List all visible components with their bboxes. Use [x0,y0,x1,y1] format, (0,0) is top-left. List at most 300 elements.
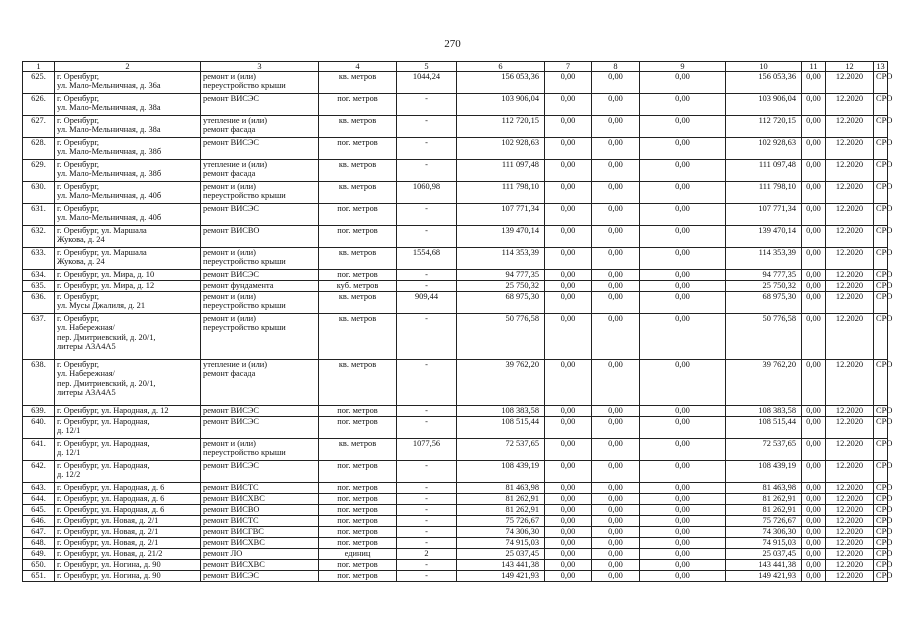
column-number: 7 [545,62,592,72]
funding-source-cell: СРО [874,505,888,516]
row-number: 634. [23,270,55,281]
funding-source-cell: СРО [874,360,888,406]
total-cost-cell: 50 776,58 [726,314,802,360]
amount-cell: 0,00 [545,226,592,248]
row-number: 643. [23,483,55,494]
unit-cell: пог. метров [319,270,397,281]
column-number: 1 [23,62,55,72]
address-cell: г. Оренбург, ул. Мало-Мельничная, д. 38б [55,160,201,182]
amount-cell: 0,00 [640,281,726,292]
amount-cell: 0,00 [802,483,826,494]
unit-cell: куб. метров [319,281,397,292]
amount-cell: 0,00 [640,160,726,182]
column-number: 3 [201,62,319,72]
period-cell: 12.2020 [826,116,874,138]
amount-cell: 0,00 [545,281,592,292]
table-row [23,248,888,270]
volume-cell: - [397,527,457,538]
amount-cell: 0,00 [592,226,640,248]
period-cell: 12.2020 [826,439,874,461]
funding-source-cell: СРО [874,417,888,439]
volume-cell: - [397,560,457,571]
amount-cell: 0,00 [802,138,826,160]
row-number: 648. [23,538,55,549]
volume-cell: - [397,116,457,138]
funding-source-cell: СРО [874,72,888,94]
column-number: 9 [640,62,726,72]
address-cell: г. Оренбург, ул. Мало-Мельничная, д. 36а [55,72,201,94]
amount-cell: 0,00 [640,461,726,483]
address-cell: г. Оренбург, ул. Новая, д. 2/1 [55,538,201,549]
address-cell: г. Оренбург, ул. Мира, д. 12 [55,281,201,292]
amount-cell: 0,00 [802,549,826,560]
amount-cell: 0,00 [802,226,826,248]
work-type-cell: ремонт ВИСВО [201,226,319,248]
amount-cell: 0,00 [640,439,726,461]
period-cell: 12.2020 [826,248,874,270]
unit-cell: пог. метров [319,94,397,116]
table-row [23,204,888,226]
amount-cell: 0,00 [545,204,592,226]
period-cell: 12.2020 [826,417,874,439]
row-number: 632. [23,226,55,248]
amount-cell: 0,00 [802,281,826,292]
work-type-cell: ремонт ВИСХВС [201,538,319,549]
volume-cell: - [397,226,457,248]
unit-cell: кв. метров [319,72,397,94]
amount-cell: 0,00 [592,116,640,138]
period-cell: 12.2020 [826,571,874,582]
amount-cell: 0,00 [802,417,826,439]
row-number: 630. [23,182,55,204]
cost-cell: 74 915,03 [457,538,545,549]
total-cost-cell: 108 439,19 [726,461,802,483]
volume-cell: - [397,314,457,360]
amount-cell: 0,00 [592,571,640,582]
funding-source-cell: СРО [874,160,888,182]
amount-cell: 0,00 [640,483,726,494]
cost-cell: 108 383,58 [457,406,545,417]
unit-cell: пог. метров [319,204,397,226]
work-type-cell: ремонт и (или) переустройство крыши [201,248,319,270]
unit-cell: пог. метров [319,417,397,439]
period-cell: 12.2020 [826,270,874,281]
address-cell: г. Оренбург, ул. Маршала Жукова, д. 24 [55,248,201,270]
total-cost-cell: 81 463,98 [726,483,802,494]
row-number: 638. [23,360,55,406]
row-number: 642. [23,461,55,483]
work-type-cell: ремонт ВИСЭС [201,571,319,582]
volume-cell: - [397,94,457,116]
work-type-cell: ремонт ЛО [201,549,319,560]
period-cell: 12.2020 [826,94,874,116]
total-cost-cell: 72 537,65 [726,439,802,461]
address-cell: г. Оренбург, ул. Мало-Мельничная, д. 38б [55,138,201,160]
amount-cell: 0,00 [545,138,592,160]
amount-cell: 0,00 [592,72,640,94]
table-row [23,314,888,360]
funding-source-cell: СРО [874,138,888,160]
column-number-row [23,62,888,72]
address-cell: г. Оренбург, ул. Маршала Жукова, д. 24 [55,226,201,248]
total-cost-cell: 94 777,35 [726,270,802,281]
amount-cell: 0,00 [640,72,726,94]
address-cell: г. Оренбург, ул. Мусы Джалиля, д. 21 [55,292,201,314]
amount-cell: 0,00 [545,270,592,281]
period-cell: 12.2020 [826,292,874,314]
cost-cell: 81 463,98 [457,483,545,494]
unit-cell: кв. метров [319,160,397,182]
amount-cell: 0,00 [592,538,640,549]
funding-source-cell: СРО [874,439,888,461]
unit-cell: единиц [319,549,397,560]
funding-source-cell: СРО [874,116,888,138]
table-row [23,494,888,505]
work-type-cell: ремонт ВИСЭС [201,138,319,160]
table-row [23,483,888,494]
unit-cell: пог. метров [319,527,397,538]
row-number: 636. [23,292,55,314]
total-cost-cell: 74 915,03 [726,538,802,549]
amount-cell: 0,00 [640,182,726,204]
funding-source-cell: СРО [874,571,888,582]
unit-cell: кв. метров [319,248,397,270]
period-cell: 12.2020 [826,560,874,571]
unit-cell: пог. метров [319,560,397,571]
column-number: 4 [319,62,397,72]
volume-cell: - [397,160,457,182]
amount-cell: 0,00 [545,527,592,538]
period-cell: 12.2020 [826,360,874,406]
cost-cell: 139 470,14 [457,226,545,248]
funding-source-cell: СРО [874,549,888,560]
funding-source-cell: СРО [874,406,888,417]
amount-cell: 0,00 [592,516,640,527]
amount-cell: 0,00 [592,292,640,314]
address-cell: г. Оренбург, ул. Набережная/ пер. Дмитриевский, д. 20/1, литеры А3А4А5 [55,314,201,360]
cost-cell: 114 353,39 [457,248,545,270]
volume-cell: - [397,494,457,505]
row-number: 631. [23,204,55,226]
column-number: 13 [874,62,888,72]
amount-cell: 0,00 [802,461,826,483]
funding-source-cell: СРО [874,527,888,538]
work-type-cell: ремонт ВИСГВС [201,527,319,538]
funding-source-cell: СРО [874,292,888,314]
work-type-cell: утепление и (или) ремонт фасада [201,360,319,406]
volume-cell: 1554,68 [397,248,457,270]
table-row [23,538,888,549]
amount-cell: 0,00 [592,270,640,281]
funding-source-cell: СРО [874,226,888,248]
cost-cell: 111 097,48 [457,160,545,182]
amount-cell: 0,00 [592,182,640,204]
amount-cell: 0,00 [592,527,640,538]
volume-cell: - [397,417,457,439]
unit-cell: пог. метров [319,138,397,160]
funding-source-cell: СРО [874,494,888,505]
row-number: 644. [23,494,55,505]
amount-cell: 0,00 [592,160,640,182]
period-cell: 12.2020 [826,281,874,292]
row-number: 633. [23,248,55,270]
amount-cell: 0,00 [545,182,592,204]
volume-cell: - [397,270,457,281]
volume-cell: 909,44 [397,292,457,314]
work-type-cell: ремонт ВИСЭС [201,417,319,439]
unit-cell: кв. метров [319,182,397,204]
row-number: 649. [23,549,55,560]
table-row [23,226,888,248]
amount-cell: 0,00 [545,538,592,549]
work-type-cell: ремонт и (или) переустройство крыши [201,314,319,360]
amount-cell: 0,00 [802,160,826,182]
table-row [23,516,888,527]
funding-source-cell: СРО [874,270,888,281]
amount-cell: 0,00 [802,439,826,461]
unit-cell: кв. метров [319,439,397,461]
table-row [23,116,888,138]
volume-cell: - [397,406,457,417]
total-cost-cell: 103 906,04 [726,94,802,116]
page-number: 270 [444,38,461,50]
table-row [23,94,888,116]
unit-cell: пог. метров [319,516,397,527]
table-row [23,138,888,160]
total-cost-cell: 156 053,36 [726,72,802,94]
volume-cell: 1077,56 [397,439,457,461]
total-cost-cell: 111 798,10 [726,182,802,204]
table-row [23,360,888,406]
funding-source-cell: СРО [874,204,888,226]
total-cost-cell: 149 421,93 [726,571,802,582]
amount-cell: 0,00 [640,270,726,281]
amount-cell: 0,00 [802,406,826,417]
cost-cell: 74 306,30 [457,527,545,538]
amount-cell: 0,00 [545,292,592,314]
cost-cell: 94 777,35 [457,270,545,281]
cost-cell: 111 798,10 [457,182,545,204]
table-row [23,281,888,292]
column-number: 12 [826,62,874,72]
amount-cell: 0,00 [592,360,640,406]
cost-cell: 108 439,19 [457,461,545,483]
amount-cell: 0,00 [802,182,826,204]
volume-cell: - [397,505,457,516]
row-number: 647. [23,527,55,538]
row-number: 646. [23,516,55,527]
work-type-cell: ремонт фундамента [201,281,319,292]
column-number: 2 [55,62,201,72]
address-cell: г. Оренбург, ул. Набережная/ пер. Дмитриевский, д. 20/1, литеры А3А4А5 [55,360,201,406]
amount-cell: 0,00 [545,314,592,360]
volume-cell: 1060,98 [397,182,457,204]
amount-cell: 0,00 [640,549,726,560]
cost-cell: 81 262,91 [457,494,545,505]
total-cost-cell: 139 470,14 [726,226,802,248]
amount-cell: 0,00 [802,116,826,138]
amount-cell: 0,00 [802,560,826,571]
period-cell: 12.2020 [826,505,874,516]
amount-cell: 0,00 [545,116,592,138]
table-row [23,571,888,582]
amount-cell: 0,00 [802,538,826,549]
work-type-cell: ремонт ВИСЭС [201,94,319,116]
unit-cell: пог. метров [319,571,397,582]
amount-cell: 0,00 [592,483,640,494]
amount-cell: 0,00 [802,505,826,516]
table-row [23,417,888,439]
period-cell: 12.2020 [826,182,874,204]
amount-cell: 0,00 [545,560,592,571]
amount-cell: 0,00 [592,248,640,270]
total-cost-cell: 143 441,38 [726,560,802,571]
cost-cell: 81 262,91 [457,505,545,516]
amount-cell: 0,00 [640,527,726,538]
total-cost-cell: 25 750,32 [726,281,802,292]
volume-cell: 1044,24 [397,72,457,94]
cost-cell: 68 975,30 [457,292,545,314]
amount-cell: 0,00 [802,248,826,270]
total-cost-cell: 68 975,30 [726,292,802,314]
table-row [23,439,888,461]
total-cost-cell: 75 726,67 [726,516,802,527]
address-cell: г. Оренбург, ул. Народная, д. 12/1 [55,439,201,461]
row-number: 635. [23,281,55,292]
volume-cell: - [397,483,457,494]
cost-cell: 25 037,45 [457,549,545,560]
total-cost-cell: 108 383,58 [726,406,802,417]
address-cell: г. Оренбург, ул. Народная, д. 12 [55,406,201,417]
address-cell: г. Оренбург, ул. Мира, д. 10 [55,270,201,281]
amount-cell: 0,00 [802,94,826,116]
period-cell: 12.2020 [826,494,874,505]
work-type-cell: ремонт и (или) переустройство крыши [201,182,319,204]
table-row [23,527,888,538]
total-cost-cell: 25 037,45 [726,549,802,560]
total-cost-cell: 111 097,48 [726,160,802,182]
amount-cell: 0,00 [545,483,592,494]
funding-source-cell: СРО [874,461,888,483]
address-cell: г. Оренбург, ул. Народная, д. 6 [55,494,201,505]
amount-cell: 0,00 [592,494,640,505]
total-cost-cell: 81 262,91 [726,494,802,505]
amount-cell: 0,00 [545,360,592,406]
amount-cell: 0,00 [802,527,826,538]
column-number: 6 [457,62,545,72]
work-type-cell: утепление и (или) ремонт фасада [201,116,319,138]
funding-source-cell: СРО [874,281,888,292]
work-type-cell: утепление и (или) ремонт фасада [201,160,319,182]
unit-cell: кв. метров [319,116,397,138]
amount-cell: 0,00 [640,494,726,505]
work-type-cell: ремонт и (или) переустройство крыши [201,292,319,314]
work-type-cell: ремонт ВИСЭС [201,270,319,281]
funding-source-cell: СРО [874,94,888,116]
amount-cell: 0,00 [640,292,726,314]
period-cell: 12.2020 [826,226,874,248]
work-type-cell: ремонт ВИСЭС [201,204,319,226]
amount-cell: 0,00 [640,538,726,549]
volume-cell: - [397,571,457,582]
amount-cell: 0,00 [802,204,826,226]
period-cell: 12.2020 [826,549,874,560]
amount-cell: 0,00 [802,314,826,360]
amount-cell: 0,00 [545,516,592,527]
amount-cell: 0,00 [802,72,826,94]
table-row [23,461,888,483]
period-cell: 12.2020 [826,160,874,182]
volume-cell: - [397,538,457,549]
cost-cell: 112 720,15 [457,116,545,138]
cost-cell: 107 771,34 [457,204,545,226]
work-type-cell: ремонт ВИСХВС [201,560,319,571]
register-table [22,61,893,582]
amount-cell: 0,00 [545,248,592,270]
amount-cell: 0,00 [592,314,640,360]
address-cell: г. Оренбург, ул. Народная, д. 6 [55,505,201,516]
period-cell: 12.2020 [826,204,874,226]
amount-cell: 0,00 [640,248,726,270]
amount-cell: 0,00 [592,439,640,461]
row-number: 641. [23,439,55,461]
row-number: 645. [23,505,55,516]
address-cell: г. Оренбург, ул. Народная, д. 12/1 [55,417,201,439]
volume-cell: - [397,516,457,527]
address-cell: г. Оренбург, ул. Народная, д. 12/2 [55,461,201,483]
amount-cell: 0,00 [802,360,826,406]
work-type-cell: ремонт ВИСХВС [201,494,319,505]
cost-cell: 149 421,93 [457,571,545,582]
table-row [23,182,888,204]
amount-cell: 0,00 [545,417,592,439]
amount-cell: 0,00 [802,494,826,505]
amount-cell: 0,00 [640,116,726,138]
unit-cell: пог. метров [319,406,397,417]
amount-cell: 0,00 [802,571,826,582]
amount-cell: 0,00 [640,571,726,582]
total-cost-cell: 74 306,30 [726,527,802,538]
row-number: 640. [23,417,55,439]
cost-cell: 50 776,58 [457,314,545,360]
period-cell: 12.2020 [826,516,874,527]
amount-cell: 0,00 [545,549,592,560]
amount-cell: 0,00 [545,160,592,182]
amount-cell: 0,00 [640,560,726,571]
volume-cell: - [397,360,457,406]
amount-cell: 0,00 [545,494,592,505]
cost-cell: 108 515,44 [457,417,545,439]
amount-cell: 0,00 [640,360,726,406]
address-cell: г. Оренбург, ул. Ногина, д. 90 [55,571,201,582]
total-cost-cell: 107 771,34 [726,204,802,226]
amount-cell: 0,00 [545,505,592,516]
total-cost-cell: 81 262,91 [726,505,802,516]
amount-cell: 0,00 [592,417,640,439]
cost-cell: 103 906,04 [457,94,545,116]
amount-cell: 0,00 [545,439,592,461]
row-number: 627. [23,116,55,138]
row-number: 626. [23,94,55,116]
cost-cell: 143 441,38 [457,560,545,571]
period-cell: 12.2020 [826,72,874,94]
funding-source-cell: СРО [874,560,888,571]
unit-cell: кв. метров [319,292,397,314]
address-cell: г. Оренбург, ул. Мало-Мельничная, д. 40б [55,182,201,204]
amount-cell: 0,00 [802,516,826,527]
amount-cell: 0,00 [592,461,640,483]
amount-cell: 0,00 [592,560,640,571]
